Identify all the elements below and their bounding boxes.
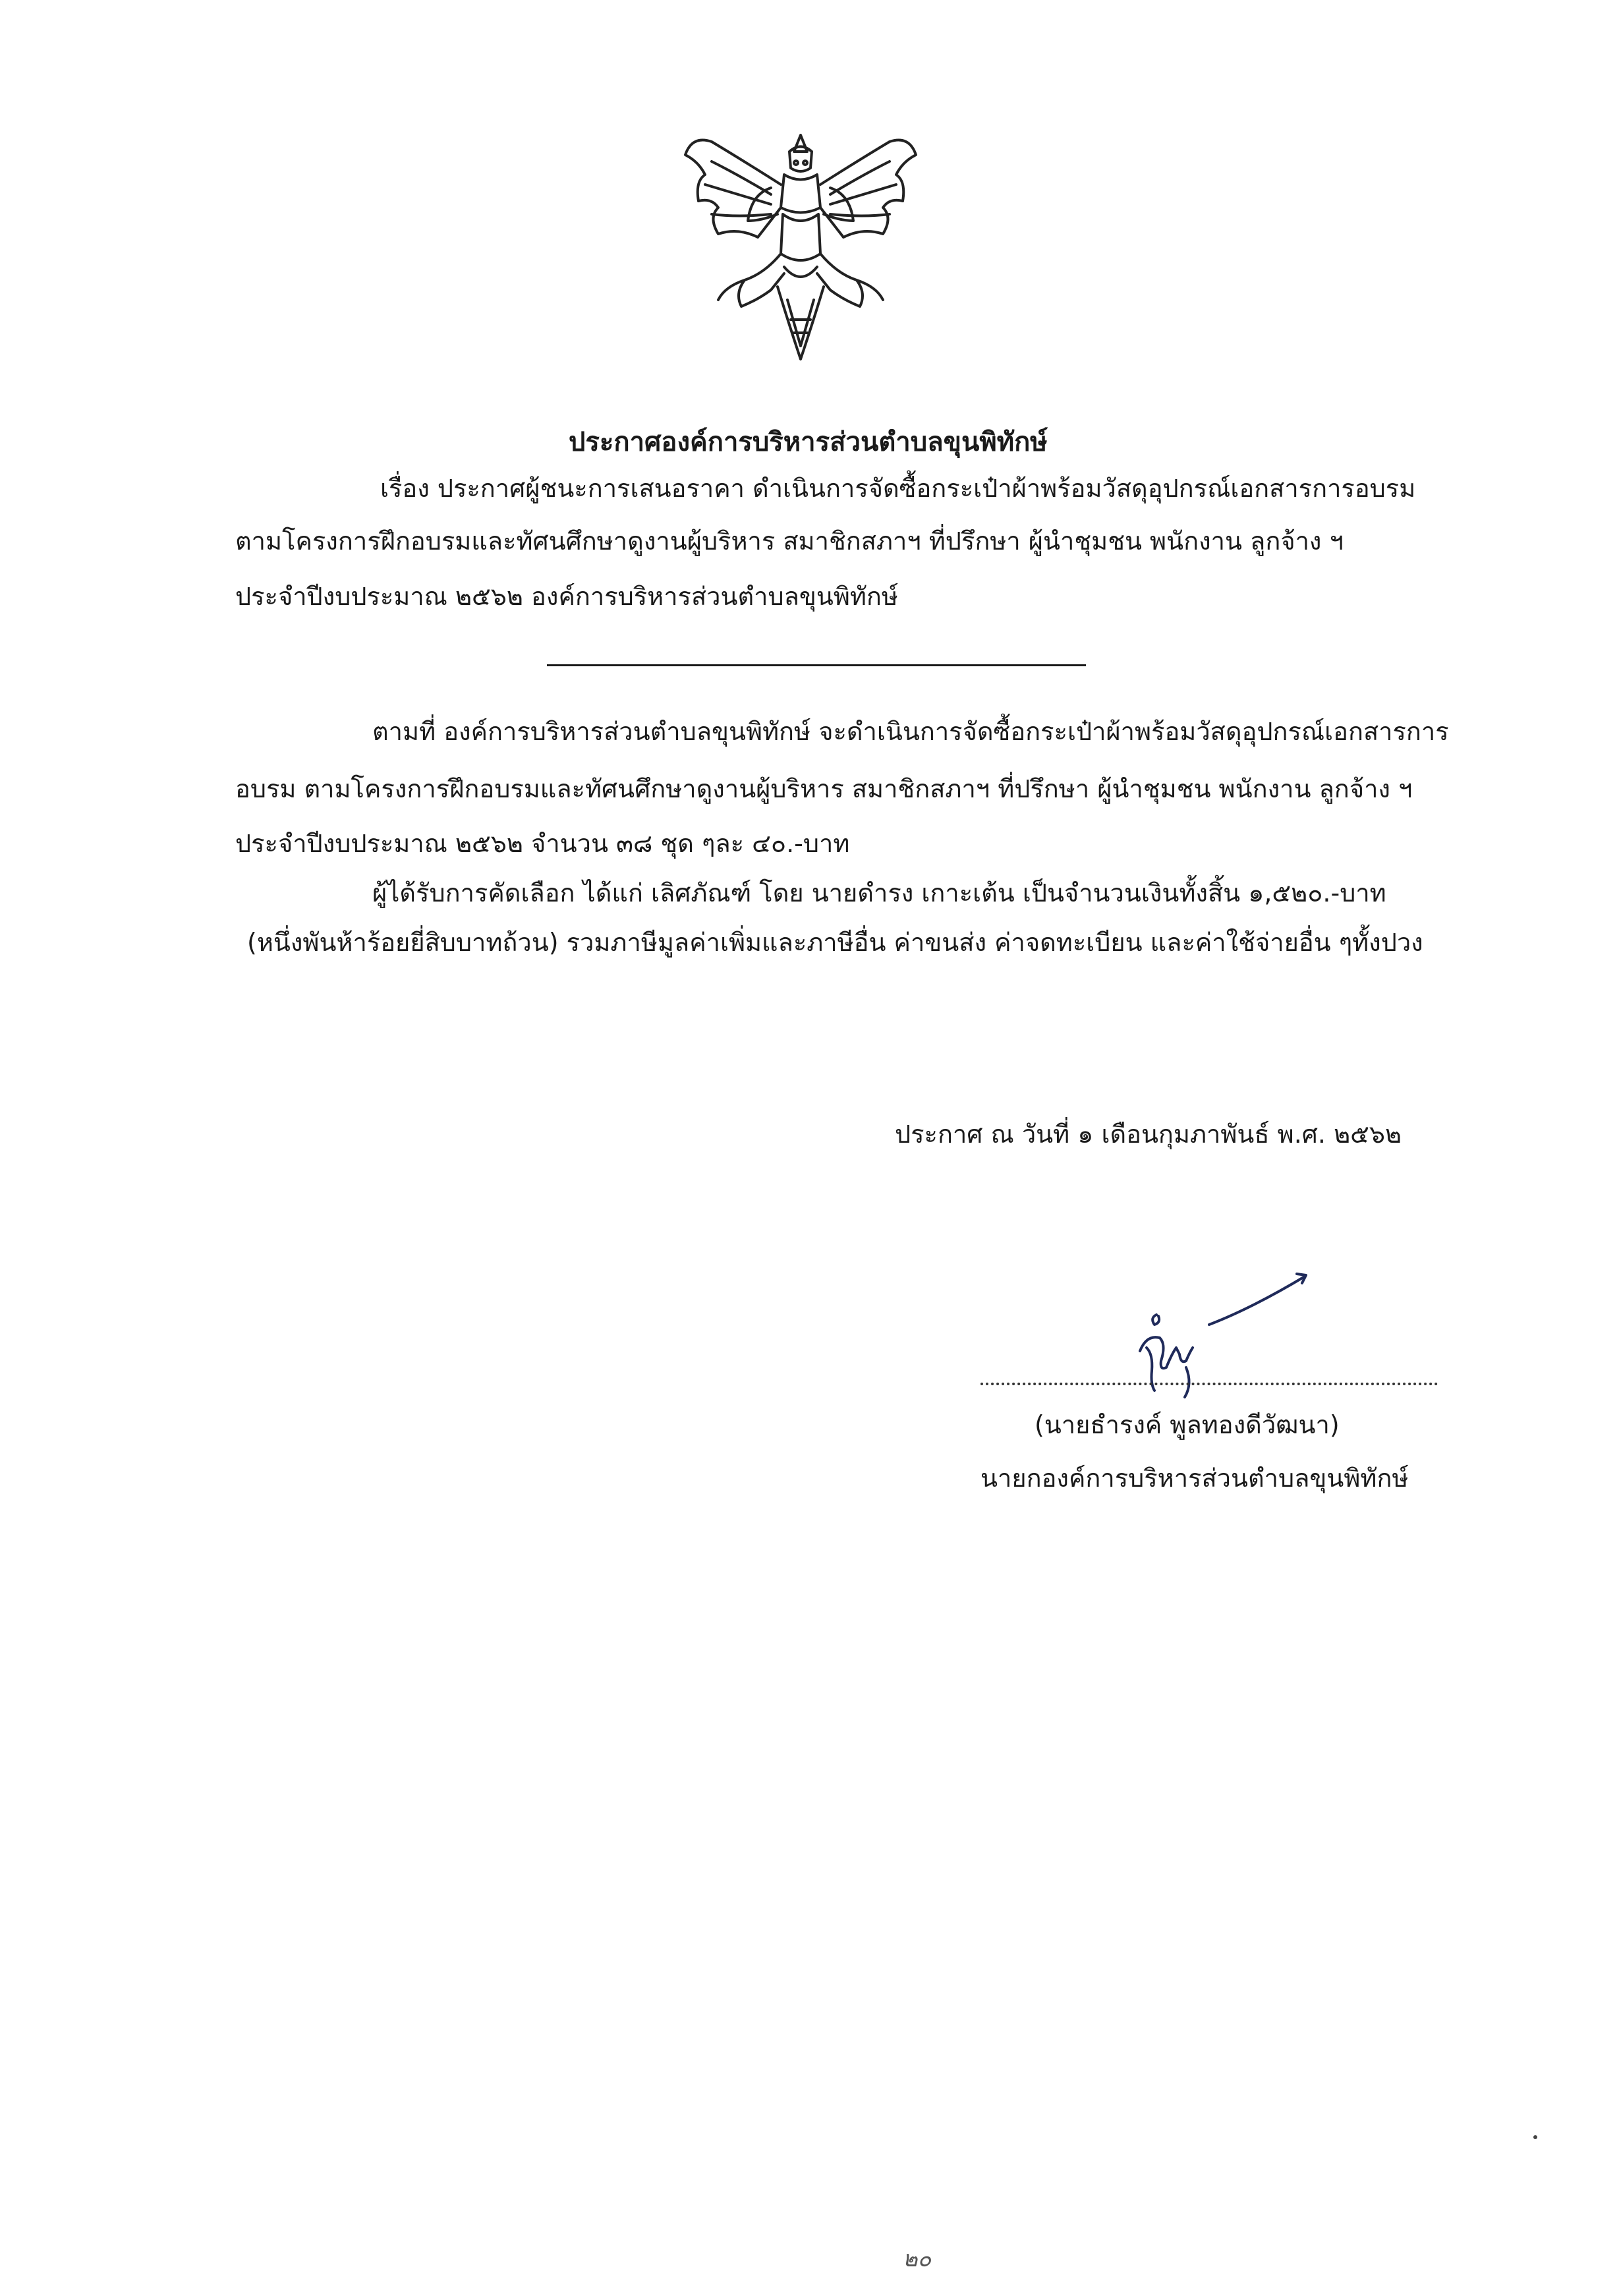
body-line-4: ผู้ได้รับการคัดเลือก ได้แก่ เลิศภัณฑ์ โดย นายดำรง เกาะเต้น เป็นจำนวนเงินทั้งสิ้น ๑,๕๒๐.-บาท <box>372 878 1386 907</box>
section-divider <box>547 664 1086 666</box>
scan-speck <box>1533 2135 1537 2139</box>
page-number-mark: ๒๐ <box>903 2246 932 2272</box>
body-line-2: อบรม ตามโครงการฝึกอบรมและทัศนศึกษาดูงานผู้บริหาร สมาชิกสภาฯ ที่ปรึกษา ผู้นำชุมชน พนักงาน ลูกจ้าง ฯ <box>235 774 1413 803</box>
body-line-5: (หนึ่งพันห้าร้อยยี่สิบบาทถ้วน) รวมภาษีมูลค่าเพิ่มและภาษีอื่น ค่าขนส่ง ค่าจดทะเบียน และค่าใช้จ่ายอื่น ๆทั้งปวง <box>247 928 1423 957</box>
body-line-3: ประจำปีงบประมาณ ๒๕๖๒ จำนวน ๓๘ ชุด ๆละ ๔๐.-บาท <box>235 829 850 858</box>
garuda-emblem-icon <box>672 122 929 372</box>
subject-line-1: เรื่อง ประกาศผู้ชนะการเสนอราคา ดำเนินการจัดซื้อกระเป๋าผ้าพร้อมวัสดุอุปกรณ์เอกสารการอบรม <box>380 474 1416 503</box>
signer-name: (นายธำรงค์ พูลทองดีวัฒนา) <box>1035 1410 1340 1439</box>
announcement-date: ประกาศ ณ วันที่ ๑ เดือนกุมภาพันธ์ พ.ศ. ๒๕๖๒ <box>895 1120 1402 1149</box>
subject-line-2: ตามโครงการฝึกอบรมและทัศนศึกษาดูงานผู้บริหาร สมาชิกสภาฯ ที่ปรึกษา ผู้นำชุมชน พนักงาน ลูกจ้าง ฯ <box>235 527 1344 556</box>
signer-position: นายกองค์การบริหารส่วนตำบลขุนพิทักษ์ <box>980 1464 1409 1493</box>
signature-dotted-line <box>980 1383 1438 1385</box>
document-title: ประกาศองค์การบริหารส่วนตำบลขุนพิทักษ์ <box>569 427 1048 457</box>
subject-line-3: ประจำปีงบประมาณ ๒๕๖๒ องค์การบริหารส่วนตำบลขุนพิทักษ์ <box>235 582 898 611</box>
body-line-1: ตามที่ องค์การบริหารส่วนตำบลขุนพิทักษ์ จะดำเนินการจัดซื้อกระเป๋าผ้าพร้อมวัสดุอุปกรณ์เอกสารการ <box>372 717 1449 746</box>
